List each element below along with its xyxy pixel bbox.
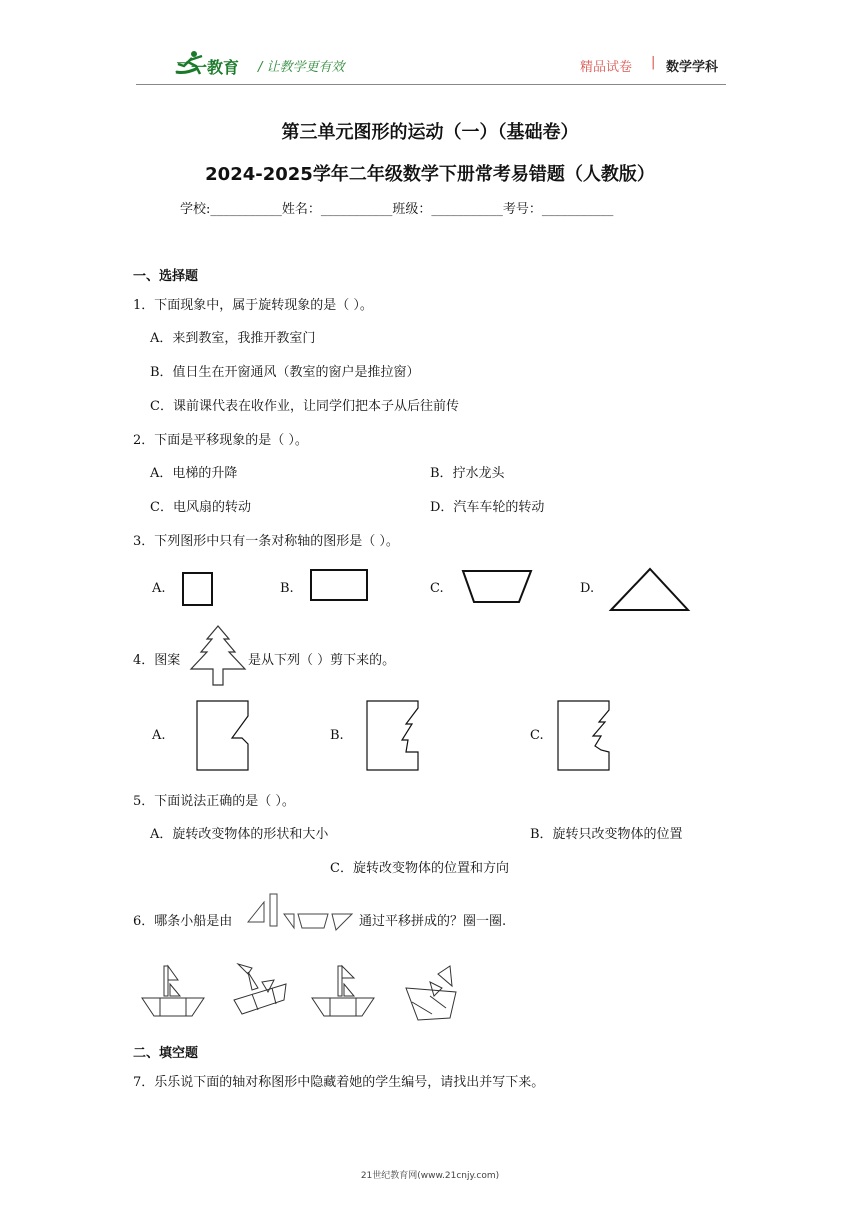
tree-pattern-icon	[189, 625, 247, 687]
boat-option-3	[310, 962, 376, 1020]
question-1-option-c: C．课前课代表在收作业，让同学们把本子从后往前传	[150, 399, 459, 414]
page-title: 第三单元图形的运动（一）（基础卷）	[281, 122, 579, 143]
question-2-option-d: D．汽车车轮的转动	[430, 500, 545, 515]
question-6-stem-end: 通过平移拼成的？圈一圈.	[359, 914, 507, 929]
question-4-label-c: C.	[530, 728, 544, 743]
section-heading-choice: 一、选择题	[133, 269, 199, 284]
question-5-option-c: C．旋转改变物体的位置和方向	[330, 861, 509, 876]
question-5-stem: 5．下面说法正确的是（ ）。	[133, 794, 295, 809]
triangle-shape	[610, 568, 690, 612]
question-1-option-b: B．值日生在开窗通风（教室的窗户是推拉窗）	[150, 365, 420, 380]
question-3-label-d: D.	[580, 581, 595, 596]
question-1-stem: 1．下面现象中，属于旋转现象的是（ ）。	[133, 298, 373, 313]
question-5-option-b: B．旋转只改变物体的位置	[530, 827, 683, 842]
header-separator: |	[651, 55, 656, 70]
student-info-line: 学校:___________姓名：___________班级：___________考号：___________	[180, 202, 614, 217]
paper-shape-c	[557, 700, 615, 772]
question-7-stem: 7．乐乐说下面的轴对称图形中隐藏着她的学生编号，请找出并写下来。	[133, 1075, 545, 1090]
slogan: / 让教学更有效	[258, 60, 345, 75]
question-4-label-b: B.	[330, 728, 344, 743]
section-heading-fill: 二、填空题	[133, 1046, 199, 1061]
header-tag-quality: 精品试卷	[580, 60, 633, 75]
question-5-option-a: A．旋转改变物体的形状和大小	[150, 827, 329, 842]
boat-option-2	[228, 960, 294, 1018]
page-subtitle: 2024-2025学年二年级数学下册常考易错题（人教版）	[205, 164, 655, 185]
rectangle-shape	[310, 569, 368, 602]
brand-name: 二一教育	[175, 58, 240, 77]
question-2-option-a: A．电梯的升降	[150, 466, 238, 481]
boat-pieces-icon	[246, 892, 358, 934]
paper-shape-b	[366, 700, 424, 772]
header-divider	[136, 84, 726, 85]
trapezoid-shape	[462, 570, 532, 604]
page-footer: 21世纪教育网(www.21cnjy.com)	[360, 1171, 500, 1181]
question-3-label-a: A.	[152, 581, 166, 596]
question-4-label-a: A.	[152, 728, 166, 743]
boat-option-4	[400, 962, 466, 1024]
question-6-stem-start: 6．哪条小船是由	[133, 914, 233, 929]
question-2-option-c: C．电风扇的转动	[150, 500, 251, 515]
question-3-label-b: B.	[280, 581, 294, 596]
header-tag-subject: 数学学科	[666, 60, 719, 75]
boat-option-1	[140, 962, 206, 1020]
question-2-stem: 2．下面是平移现象的是（ ）。	[133, 433, 308, 448]
question-3-label-c: C.	[430, 581, 444, 596]
question-1-option-a: A．来到教室，我推开教室门	[150, 331, 316, 346]
question-4-stem-start: 4．图案	[133, 653, 181, 668]
square-shape	[182, 572, 214, 606]
question-4-stem-end: 是从下列（ ）剪下来的。	[248, 653, 396, 668]
paper-shape-a	[196, 700, 254, 772]
question-2-option-b: B．拧水龙头	[430, 466, 505, 481]
question-3-stem: 3．下列图形中只有一条对称轴的图形是（ ）。	[133, 534, 399, 549]
